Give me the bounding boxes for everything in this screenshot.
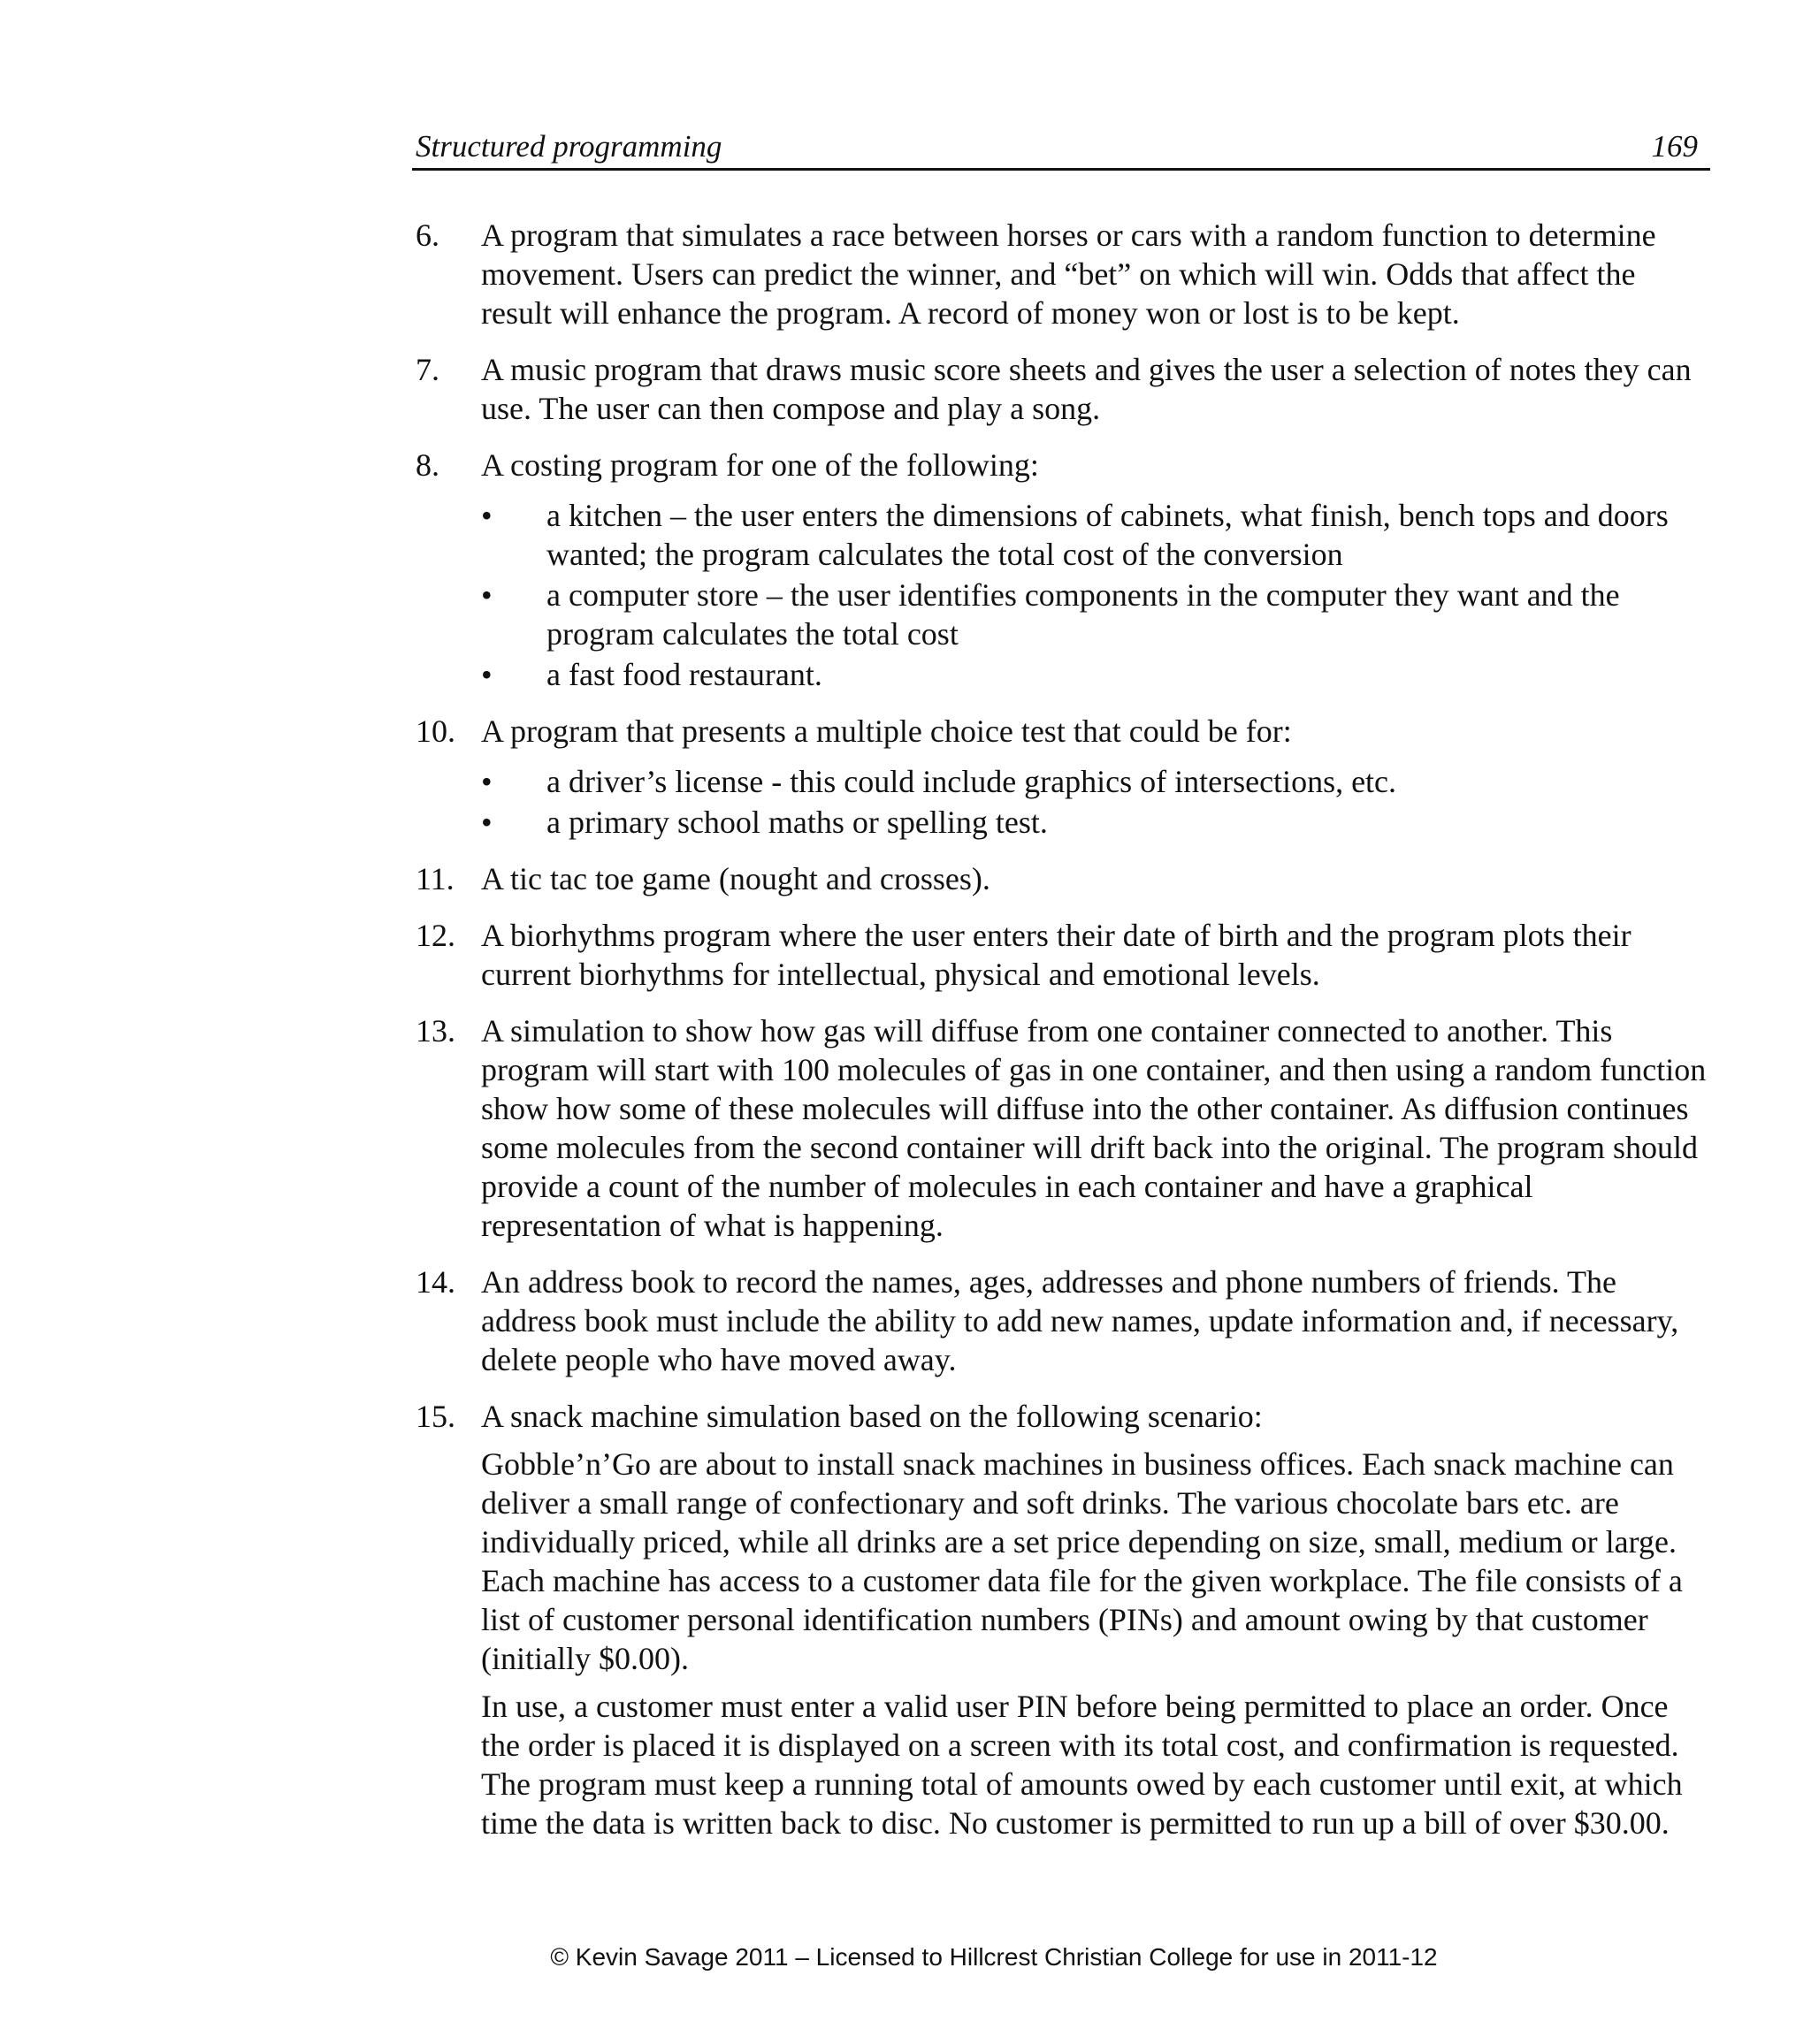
item-text: A biorhythms program where the user enters their date of birth and the program plots their current biorhythms for intellectual, physical and emotional levels. <box>481 918 1631 992</box>
bullet-icon: • <box>481 805 493 840</box>
bullet-item <box>481 655 1712 694</box>
item-text: A simulation to show how gas will diffuse from one container connected to another. This program will start with 100 molecules of gas in one container, and then using a random function show how some of these molecules will diffuse into the other container. As diffusion continues some molecules from the second container will drift back into the original. The program should provide a count of the number of molecules in each container and have a graphical representation of what is happening. <box>481 1013 1707 1243</box>
bullet-item <box>481 576 1712 653</box>
bullet-list <box>481 496 1712 694</box>
list-item <box>412 1262 1712 1379</box>
bullet-list <box>481 762 1712 842</box>
item-text: A music program that draws music score sheets and gives the user a selection of notes they can use. The user can then compose and play a song. <box>481 352 1692 426</box>
bullet-icon: • <box>481 577 493 613</box>
bullet-text: a fast food restaurant. <box>546 657 822 692</box>
list-item <box>412 1011 1712 1245</box>
item-number: 6. <box>416 217 439 253</box>
item-number: 15. <box>416 1399 455 1434</box>
item-text: A snack machine simulation based on the following scenario: <box>481 1399 1263 1434</box>
running-header <box>412 126 1710 171</box>
item-number: 12. <box>416 918 455 953</box>
item-text: A tic tac toe game (nought and crosses). <box>481 861 990 896</box>
bullet-item <box>481 762 1712 801</box>
bullet-text: a kitchen – the user enters the dimensions of cabinets, what finish, bench tops and doors wanted; the program calculates the total cost of the conversion <box>546 498 1669 572</box>
item-number: 8. <box>416 447 439 483</box>
bullet-item <box>481 496 1712 574</box>
bullet-text: a primary school maths or spelling test. <box>546 805 1048 840</box>
bullet-text: a driver’s license - this could include graphics of intersections, etc. <box>546 764 1397 799</box>
scenario-paragraph: Gobble’n’Go are about to install snack machines in business offices. Each snack machine can deliver a small range of confectionary and soft drinks. The various chocolate bars etc. are individually priced, while all drinks are a set price depending on size, small, medium or large. Each machine has access to a customer data file for the given workplace. The file consists of a list of customer personal identification numbers (PINs) and amount owing by that customer (initially $0.00). <box>481 1446 1683 1676</box>
copyright-footer: © Kevin Savage 2011 – Licensed to Hillcrest Christian College for use in 2011-12 <box>550 1943 1438 1971</box>
item-text: An address book to record the names, ages, addresses and phone numbers of friends. The address book must include the ability to add new names, update information and, if necessary, delete people who have moved away. <box>481 1264 1679 1377</box>
list-item <box>412 446 1712 694</box>
chapter-title: Structured programming <box>416 129 722 164</box>
list-item <box>412 350 1712 428</box>
project-list <box>412 216 1712 1860</box>
page-number: 169 <box>1651 129 1698 164</box>
item-number: 13. <box>416 1013 455 1049</box>
bullet-icon: • <box>481 764 493 799</box>
bullet-item <box>481 803 1712 842</box>
bullet-icon: • <box>481 498 493 533</box>
list-item <box>412 859 1712 898</box>
item-number: 10. <box>416 713 455 749</box>
item-text: A program that presents a multiple choice test that could be for: <box>481 713 1292 749</box>
scenario-paragraph: In use, a customer must enter a valid user PIN before being permitted to place an order. Once the order is placed it is displayed on a screen with its total cost, and confirmation is requested. The program must keep a running total of amounts owed by each customer until exit, at which time the data is written back to disc. No customer is permitted to run up a bill of over $30.00. <box>481 1689 1683 1841</box>
list-item <box>412 916 1712 994</box>
list-item <box>412 712 1712 842</box>
item-number: 14. <box>416 1264 455 1300</box>
item-number: 7. <box>416 352 439 387</box>
list-item <box>412 216 1712 332</box>
item-text: A program that simulates a race between horses or cars with a random function to determine movement. Users can predict the winner, and “bet” on which will win. Odds that affect the result will enhance the program. A record of money won or lost is to be kept. <box>481 217 1656 331</box>
item-number: 11. <box>416 861 455 896</box>
list-item <box>412 1397 1712 1842</box>
item-text: A costing program for one of the following: <box>481 447 1039 483</box>
bullet-icon: • <box>481 657 493 692</box>
bullet-text: a computer store – the user identifies components in the computer they want and the program calculates the total cost <box>546 577 1620 652</box>
